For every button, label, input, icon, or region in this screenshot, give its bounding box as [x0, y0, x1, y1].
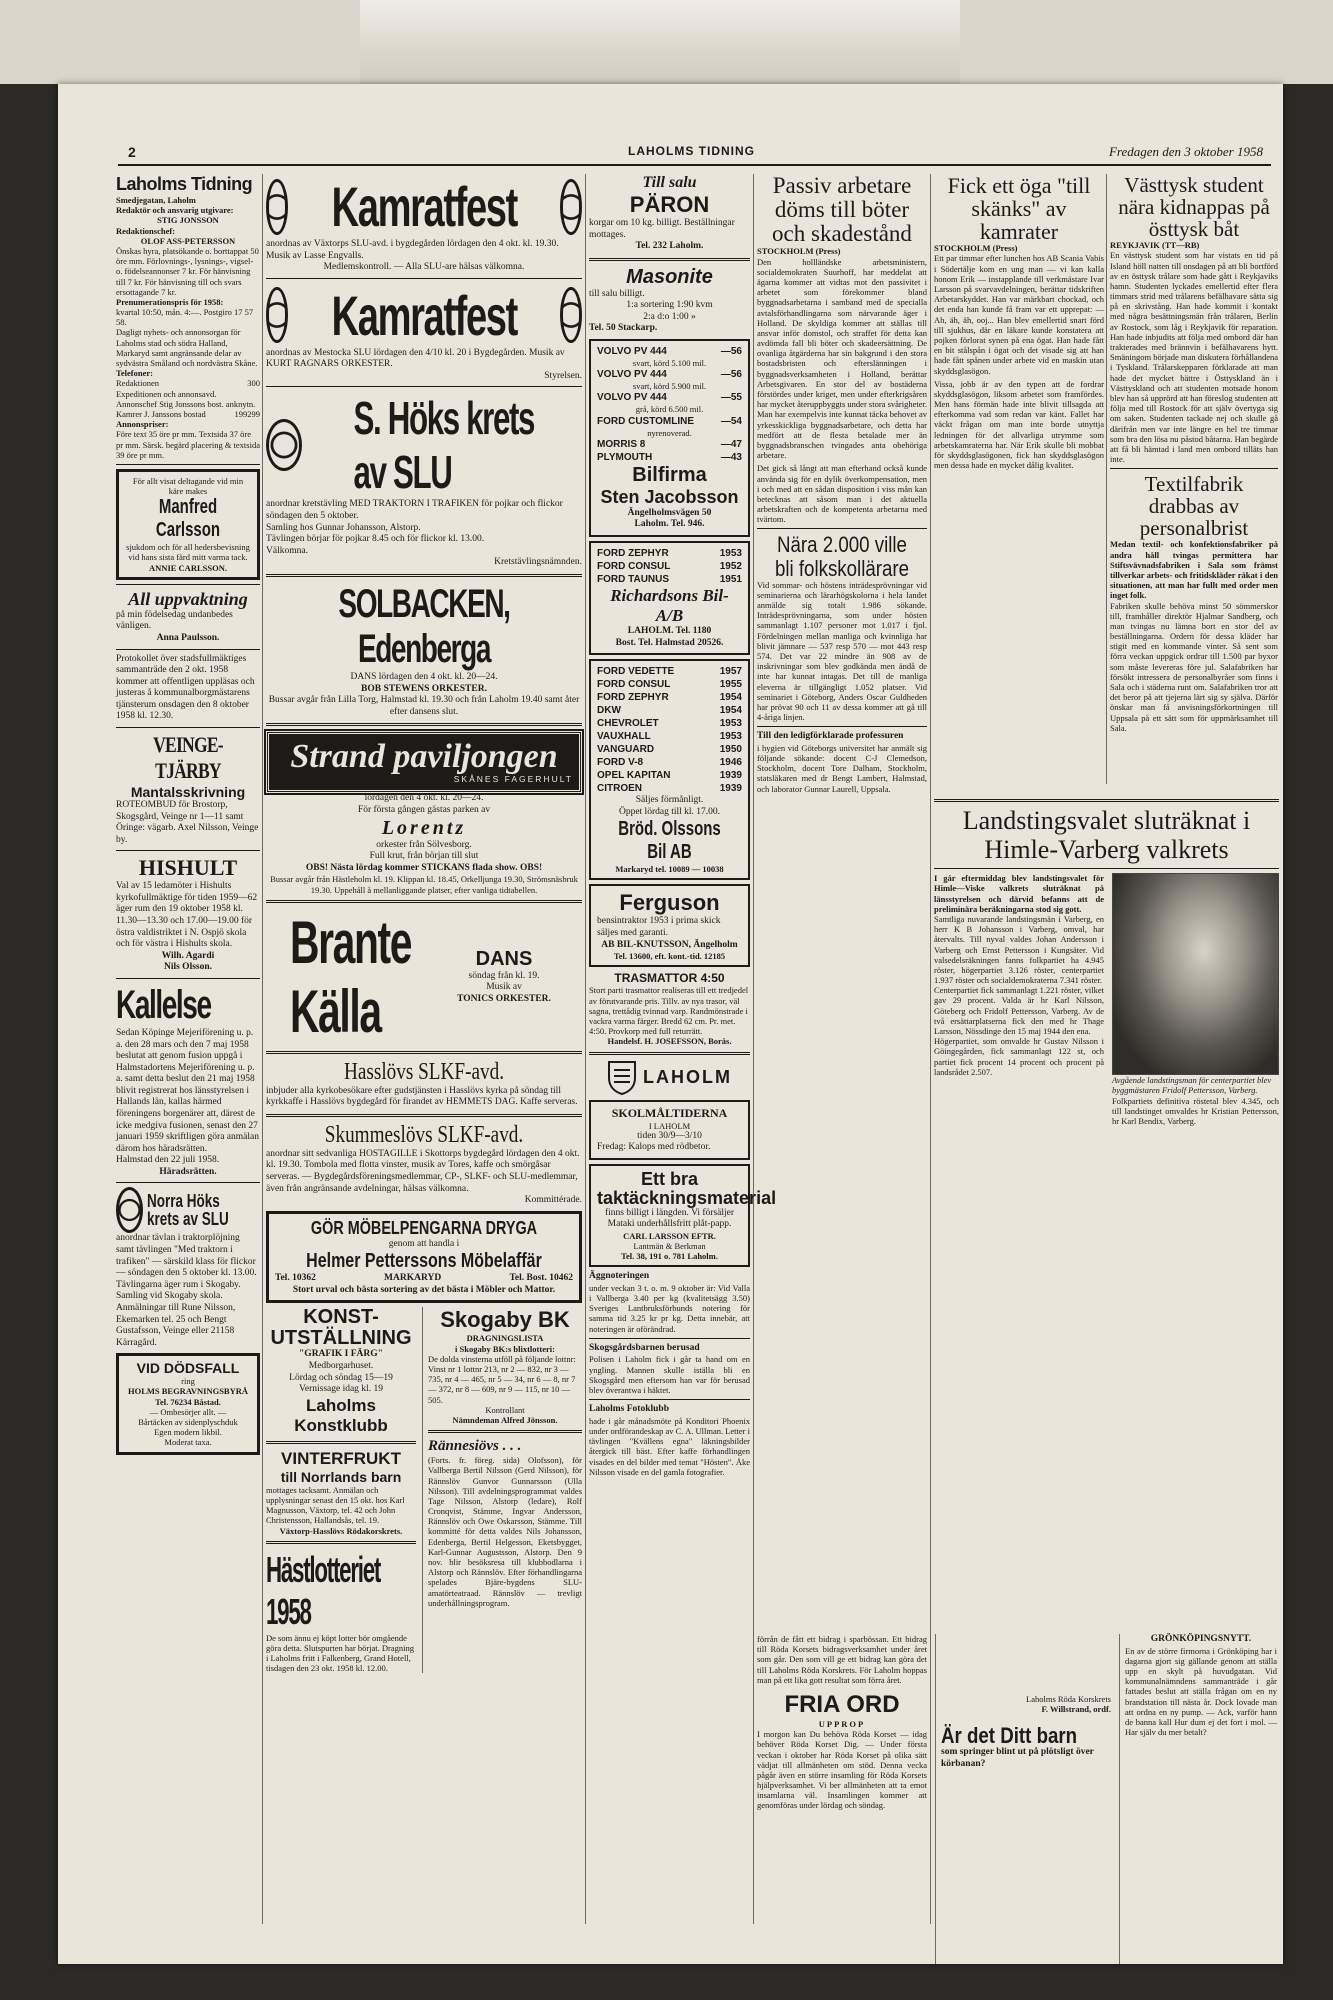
landsting-title: Landstingsvalet sluträknat i Himle-Varberg valkrets: [962, 806, 1251, 864]
skogaby-title: Skogaby BK: [440, 1307, 570, 1333]
vinterfrukt-signature: Växtorp-Hasslövs Rödakorskrets.: [279, 1525, 403, 1536]
column-2: [266, 174, 582, 1944]
konst-ad: [266, 1307, 416, 1435]
laholm-crest-ad: [589, 1060, 750, 1096]
passiv-article: [757, 174, 927, 524]
norra-hoks-ad: [116, 1187, 260, 1349]
landsting-lead: I går eftermiddag blev landstingsvalet för Himle—Viske valkrets sluträknat på länsstyrelsen och därvid befanns att de preliminära beräkningarna stod sig gott.: [934, 873, 1104, 914]
tillsalu-text: korgar om 10 kg. billigt. Beställningar mottages.: [589, 218, 735, 240]
gronkoping-text: En av de större firmorna i Grönköping har i dagarna gjort sig gällande genom att ställa upp en skylt på huvudgatan. Vid kommunalnämndens sammanträde i går fattades beslut att ställa frågan om en ny brandstation till nästa år. Dock lovade man att ordna en ny pump. — Ack, varför hann de banna kall Hur dum ej det fort i mol. — Har själv du mer betalt?: [1125, 1645, 1277, 1738]
hastlotteriet-text: De som ännu ej köpt lotter bör omgående göra detta. Slutspurten har börjat. Dragning i Laholms fritt i Falkenberg, Grand Hotell, tisdagen den 23 okt. 1958 kl. 12.00.: [266, 1632, 415, 1674]
veinge-notice: [116, 732, 260, 846]
dodsfall-l4: Moderat taxa.: [164, 1437, 212, 1448]
norra-text: anordnar tävlan i traktorplöjning samt tävlingen "Med traktorn i trafiken" — särskild klass för flickor — söndagen den 5 oktober kl. 13.00. Tävlingarna äger rum i Skogaby. Samling vid Skogaby skola. Anmälningar till Rune Nilsson, Ekemarken tel. 25 och Bengt Gustafsson, Veinge eller 21158 Kärragård.: [116, 1233, 257, 1348]
ferguson-firm: AB BIL-KNUTSSON, Ängelholm: [601, 939, 738, 950]
obit-intro: För allt visat deltagande vid min käre makes: [132, 475, 244, 497]
skogaby-ctrl: Kontrollant: [485, 1404, 525, 1415]
portrait-caption: Avgående landstingsman för centerpartiet blev byggmästaren Fridolf Pettersson, Varberg.: [1112, 1075, 1272, 1096]
uppvaktning-head: All uppvaktning: [128, 588, 248, 609]
hoks-title: S. Höks krets av SLU: [353, 392, 534, 499]
strand-t2: För första gången gästas parken av: [357, 805, 491, 816]
konst-title: KONST-UTSTÄLLNING: [270, 1306, 412, 1350]
portrait-photo: [1112, 873, 1279, 1075]
hoks-t2: Samling hos Gunnar Johansson, Alstorp.: [266, 522, 421, 533]
hishult-sig2: Nils Olsson.: [163, 962, 213, 973]
hastlotteriet-ad: [266, 1549, 416, 1674]
trasmattor-text: Stort parti trasmattor realiseras till ett tredjedel av förutvarande pris. Tillv. av nya trasor, väl sagna, trettådig tvinnad varp. Randmönstrade i vackra varma färger. Bredd 62 cm. Pr. met. 4:50. Provkorp med full returrätt.: [589, 985, 749, 1037]
brod-t2: Öppet lördag till kl. 17.00.: [618, 806, 721, 817]
kamratfest2-title: Kamratfest: [331, 283, 517, 347]
column-divider: [1106, 174, 1107, 784]
masthead-title: Laholms Tidning: [116, 174, 253, 194]
bilfirma-name: Sten Jacobsson: [600, 486, 739, 507]
kamratfest1-text2: Medlemskontroll. — Alla SLU-are hälsas välkomna.: [323, 262, 525, 273]
brante-kalla-ad: [266, 908, 582, 1046]
agg-head: Äggnoteringen: [589, 1271, 650, 1282]
landsting-text4: Folkpartiets definitiva röstetal blev 4.345, och till landstinget omvaldes hr Kristian Pettersson, hr Karl Bendix, Varberg.: [1112, 1095, 1279, 1126]
dodsfall-l1: — Ombesörjer allt. —: [149, 1406, 227, 1417]
kallelse-place: Halmstad den 22 juli 1958.: [116, 1155, 220, 1166]
vinterfrukt-ad: [266, 1449, 416, 1536]
brante-t3: TONICS ORKESTER.: [457, 993, 551, 1004]
fotoklubb-head: Laholms Fotoklubb: [589, 1404, 669, 1415]
kamratfest2-text: anordnas av Mestocka SLU lördagen den 4/10 kl. 20 i Bygdegården. Musik av KURT RAGNARS ORKESTER.: [266, 347, 565, 370]
tillsalu-item: PÄRON: [629, 192, 710, 217]
rannes-text: (Forts. fr. föreg. sida) Olofsson), för Vallberga Bertil Nilsson (Gerd Nilsson), för Rännslöv Gunvor Gunnarsson (Ulla Nilsson). Till avdelningsprogrammat valdes Tage Nilsson, Alstorp (ledare), Rolf Cronqvist, Stämme, Ingvar Andersson, Rännslöv och Owe Oskarsson, Stämme. Till kommitté för detta valdes Nils Johansson, Edenberga, Bertil Helgesson, Eketsbygget, Karl-Gunnar Augustsson, Alstorp. Den 9 nov. blir besöksresa till klubbodlarna i Alstorp och Rännslöv. Efter förhandlingarna spelades Bjäre-bygdens SLU-amatörteatraad. Rännslöv — trevligt underhållningsprogram.: [428, 1455, 582, 1608]
skanks2-text: förrån de fått ett bidrag i sparbössan. Ett bidrag till Röda Korsets bidragsverksamhet under året som går. Den som vill ge ett bidrag kan göra det till Laholms Röda Korskrets. För Laholm hoppas man på ett lika gott resultat som förra året.: [757, 1634, 927, 1685]
gronkoping-article: [1119, 1634, 1277, 1964]
phone-row: Redaktionen 300: [116, 378, 260, 389]
car-row: PLYMOUTH —43: [597, 451, 742, 463]
ferguson-title: Ferguson: [619, 890, 720, 916]
konst-club: Laholms Konstklubb: [294, 1395, 388, 1435]
brante-t2: Musik av: [486, 982, 522, 993]
hoks-krets-ad: [266, 391, 582, 568]
slu-emblem-icon: [560, 179, 582, 235]
kamratfest2-signature: Styrelsen.: [544, 370, 582, 381]
masthead: [116, 174, 260, 460]
phone-label: Telefoner:: [116, 368, 153, 379]
skogsgard-article: [589, 1343, 750, 1395]
prenum-label: Prenumerationspris för 1958:: [116, 296, 224, 307]
richardson-title: Richardsons Bil-A/B: [610, 585, 729, 625]
skogaby-signature: Nämndeman Alfred Jönsson.: [452, 1414, 558, 1425]
masonite-title: Masonite: [626, 265, 713, 288]
chief-label: Redaktionschef:: [116, 225, 176, 236]
brod-tel: Markaryd tel. 10089 — 10038: [615, 864, 724, 875]
richardson-l2: Bost. Tel. Halmstad 20526.: [615, 637, 724, 648]
hastlotteriet-title: Hästlotteriet 1958: [266, 1548, 381, 1632]
column-divider: [585, 174, 586, 1924]
chief-name: OLOF ASS-PETERSSON: [140, 235, 236, 246]
slu-emblem-icon: [266, 287, 288, 343]
mobel-title: GÖR MÖBELPENGARNA DRYGA: [310, 1217, 538, 1238]
column-divider: [753, 174, 754, 1924]
obit-name: Manfred Carlsson: [155, 496, 221, 542]
ferguson-tel: Tel. 13600, eft. kont.-tid. 12185: [613, 951, 726, 962]
hasslov-title: Hasslövs SLKF-avd.: [343, 1058, 504, 1085]
obit-text: sjukdom och för all hedersbevisning vid hans sista färd mitt varma tack.: [126, 542, 250, 563]
taktack-firm: CARL LARSSON EFTR.: [623, 1230, 716, 1241]
skolmaltider-ad: [589, 1100, 750, 1160]
lower-right-block: [757, 1634, 1277, 1964]
issue-date: Fredagen den 3 oktober 1958: [1108, 144, 1263, 159]
friaord-title: FRIA ORD: [784, 1690, 900, 1718]
masonite-l2: 2:a d:o 1:00 »: [643, 311, 696, 322]
column-divider: [262, 174, 263, 1924]
masthead-address: Smedjegatan, Laholm: [116, 195, 196, 205]
friaord-sig1: Laholms Röda Korskrets: [1026, 1694, 1111, 1704]
taktack-ad: [589, 1164, 777, 1268]
strand-t1: lördagen den 4 okt. kl. 20—24.: [364, 793, 484, 804]
nara-text: Vid sommar- och höstens inträdesprövningar vid seminarierna och lärarhögskolorna i hela landet anmälde sig totalt 1.986 sökande. Inträdesprövningarna, som under hösten sammanlagt 1.107 personer mot 1.017 i fjol. Fördelningen mellan manliga och kvinnliga har blivit jämnare — 537 resp 570 — mot 443 resp 574. Det var 22 mindre än 908 av de inskrivningar som blev godkända men ändå de inte har kunnat intagas. Det till de manliga eleverna är tillgängligt 1.052 platser. Vid seminariet i Göteborg, Anders Oscar Guldheden har prövat 90 och 11 av dessa kommer att gå till 4-åriga linjen.: [757, 579, 927, 723]
gronkoping-head: GRÖNKÖPINGSNYTT.: [1150, 1634, 1252, 1644]
konst-venue: Medborgarhuset.: [308, 1361, 374, 1372]
passiv-place: STOCKHOLM (Press): [757, 246, 841, 257]
trasmattor-firm: Handelsf. H. JOSEFSSON, Borås.: [607, 1036, 732, 1047]
folio: [58, 144, 1283, 166]
nara-title: Nära 2.000 ville bli folkskollärare: [774, 532, 910, 581]
rannes-title: Rännesiövs . . .: [428, 1438, 522, 1455]
newspaper-page: [58, 84, 1283, 1964]
veinge-text: ROTEOMBUD för Brostorp, Skogsgård, Veinge nr 1—11 samt Öringe: vägarb. Axel Nilsson, Veinge by.: [116, 800, 259, 845]
sten-jacobsson-ad: [589, 339, 750, 537]
car-row: FORD CUSTOMLINE —54 nyrenoverad.: [597, 415, 742, 438]
hishult-sig1: Wilh. Agardi: [161, 950, 215, 961]
obit-signature: ANNIE CARLSSON.: [149, 562, 227, 573]
professur-article: [757, 731, 927, 794]
hishult-text: Val av 15 ledamöter i Hishults kyrkofullmäktige för tiden 1959—62 äger rum den 19 oktober 1958 kl. 11.30—13.30 och 17.00—19.00 för östra valdistriktet i N. Ospjö skola och för västra i Hishults skola.: [116, 881, 258, 950]
friaord-continued: [935, 1634, 1111, 1964]
ferguson-text: bensintraktor 1953 i prima skick säljes med garanti.: [597, 916, 721, 939]
solbacken-ad: [266, 582, 582, 718]
friaord-sub: UPPROP: [818, 1718, 866, 1729]
slu-emblem-icon: [116, 1187, 143, 1233]
strandpaviljongen-ad: [266, 731, 582, 894]
norra-title: Norra Höks krets av SLU: [147, 1191, 230, 1230]
solbacken-title: SOLBACKEN, Edenberga: [338, 581, 510, 671]
sub-column-left: [266, 1307, 416, 1673]
column-1: [116, 174, 260, 1944]
car-row: VOLVO PV 444 —55 grå, körd 6.500 mil.: [597, 392, 742, 415]
strand-t4: Full krut, från början till slut: [369, 851, 479, 862]
veinge-sub: Mantalsskrivning: [130, 784, 246, 801]
textilfabrik-title: Textilfabrik drabbas av personalbrist: [1139, 472, 1249, 541]
kallelse-signature: Häradsrätten.: [159, 1166, 217, 1177]
skogaby-sub: DRAGNINGSLISTA: [466, 1333, 544, 1344]
uppvaktning-notice: [116, 589, 260, 645]
solbacken-bus: Bussar avgår från Lilla Torg, Halmstad kl. 19.30 och från Laholm 19.40 samt åter efter dansens slut.: [268, 695, 580, 717]
folio-rule: [118, 164, 1271, 166]
vinterfrukt-title: VINTERFRUKT: [281, 1448, 401, 1468]
column-3: [589, 174, 777, 1944]
skogsgard-head: Skogsgårdsbarnen berusad: [589, 1342, 700, 1353]
phone-row: Kamrer J. Janssons bostad 199: [116, 408, 248, 419]
tillsalu-ad: [589, 174, 750, 253]
vinterfrukt-text: mottages tacksamt. Anmälan och upplysningar senast den 15 okt. hos Karl Magnusson, Växtorp, tel. 42 och John Christensson, Hallandsås, tel. 19.: [266, 1484, 405, 1526]
tillsalu-head: Till salu: [642, 174, 697, 191]
editor-label: Redaktör och ansvarig utgivare:: [116, 205, 234, 216]
kallelse-title: Kallelse: [116, 982, 211, 1027]
kamratfest1-title: Kamratfest: [331, 175, 517, 238]
strand-t3: orkester från Sölvesborg.: [376, 839, 472, 850]
solbacken-orchestra: BOB STEWENS ORKESTER.: [361, 683, 487, 694]
trasmattor-title: TRASMATTOR 4:50: [614, 971, 725, 986]
vasttysk-text: En västtysk student som har vistats en tid på Island höll natten till onsdagen på att bli bortförd av en östtysk trålare som hade gått i Reykjaviks hamn. Studenten lyckades emellertid efter flera timmars strid med trålarens befälhavare sätta sig på en skrivstång. Han hade kommit i kontakt med några besättningsmän från trålaren, Berlin av Rostock, som låg i Reykjavik för reparation. Han hade inbjudits att följa med ombord där han trakterades med brännvin i befälhavarens hytt. Smäningom började man diskutera förhållandena i Tyskland. Trålarskepparen förklarade att man hade det mycket bättre i Östtyskland än i Västtyskland och att studenten motsade honom blev han så upprörd att han föreslog studenten att följa med till Rostock för att själv övertyga sig om saken. Studenten tackade nej och skulle gå därifrån men var inte längre en hel tre timmar som bra den lösa nu påstod båtarna. Han begärde att få bli hämtad i land men ombord tilläts han inte.: [1110, 250, 1278, 465]
hasslov-text: inbjuder alla kyrkobesökare efter gudstjänsten i Hasslövs kyrka på söndag till kyrkkaffe i Hasslövs bygdegård för firandet av HEMMETS DAG. Kaffe serveras.: [266, 1085, 578, 1108]
strand-t5: OBS! Nästa lördag kommer STICKANS flada show. OBS!: [305, 862, 543, 873]
dodsfall-l3: Egen modern likbil.: [154, 1427, 222, 1438]
skummeslov-text: anordnar sitt sedvanliga HOSTAGILLE i Skottorps bygdegård lördagen den 4 okt. kl. 19.30. Tombola med flotta vinster, musik av Tores, kaffe och smörgåsar serveras. — Bygdegårdsföreningsmedlemmar, CP-, SLKF- och SLU-medlemmar, även från angränsande avdelningar, hälsas välkomna.: [266, 1148, 580, 1194]
skummeslov-title: Skummeslövs SLKF-avd.: [324, 1121, 524, 1148]
taktack-tel: Tel. 38, 191 o. 781 Laholm.: [621, 1251, 718, 1262]
prenum-text: kvartal 10:50, mån. 4:—. Postgiro 17 57 58.: [116, 307, 254, 328]
konst-sub: "GRAFIK I FÄRG": [299, 1349, 383, 1360]
ad-prices: Före text 35 öre pr mm. Textsida 37 öre pr mm. Särsk. begärd placering & textsida 39 öre pr mm.: [116, 429, 260, 460]
skolmaltider-dates: tiden 30/9—3/10: [637, 1130, 702, 1141]
strand-band: Lorentz: [381, 816, 467, 839]
hasslov-ad: [266, 1059, 582, 1109]
vasttysk-place: REYKJAVIK (TT—RB): [1110, 240, 1200, 251]
hoks-signature: Kretstävlingsnämnden.: [494, 557, 582, 568]
fotoklubb-text: hade i går månadsmöte på Konditori Phoenix under ordförandeskap av C. A. Ullman. Letter i tävlingen "Kvällens egna" läkningsbilder återgick till bäst. Efter kaffe förhandlingen visades en del bilder med temat "Hösten". Åke Nilsson visade en del gamla fotografier.: [589, 1415, 750, 1477]
nara-article: [757, 533, 927, 722]
ficket-article: [934, 174, 1104, 470]
mobel-sub: genom att handla i: [388, 1238, 460, 1249]
dodsfall-l2: Bårtäcken av sidenplyschduk: [138, 1417, 238, 1427]
landsting-text3: Högerpartiet, som omvalde hr Gustav Nilsson i Göingegården, fick sammanlagt 122 st, och partiet fick procent 14 procent och procent på landsrådet 2.507.: [934, 1036, 1104, 1077]
strand-t6: Bussar avgår från Hästleholm kl. 19. Klippan kl. 18.45, Orkelljunga 19.30, Strömsnäsbruk 19.30. Uppehåll å mellanliggande platser, efter vanliga tidtabellen.: [270, 874, 578, 895]
konst-t2: Vernissage idag kl. 19: [299, 1384, 383, 1395]
solbacken-text: DANS lördagen den 4 okt. kl. 20—24.: [350, 671, 498, 682]
olssons-bil-ad: FORD VEDETTE 1957 FORD CONSUL 1955 FORD ZEPHYR 1954 DKW 1954 CHEVROLET 1953 VAUXHALL 1953 VANGUARD 1950 FORD V-8 1946 OPEL KAPITAN 1939 CITROEN 1939 Säljes förmånligt. Öppet lördag till kl. 17.00. Bröd. Olssons Bil AB Markaryd tel. 10089 — 10038: [589, 659, 750, 880]
bilfirma-title: Bilfirma: [632, 463, 707, 486]
page-number: 2: [128, 144, 136, 160]
textilfabrik-text: Fabriken skulle behöva minst 50 sömmerskor till, framhåller direktör Hjalmar Sandberg, och man tvingas nu lämna bort en stor del av beställningarna. Ordern för dessa kläder har stigit med en kommande vinter. Så sent som förra veckan uppgick ordrar till 1.500 par byxor som måste levereras före jul. Salafabriken har försökt intressera de personalbyråer som finns i Sala och i städerna runt om. Salafabriken tror att det beror på att tjejerna lärt sig sy själva. Därför önskar man få anvisningsförkortningen till Uppsala på ett sätt som för uppmärksamhet till Sala.: [1110, 600, 1278, 733]
ardet-text: som springer blint ut på plötsligt över körbanan?: [941, 1747, 1094, 1770]
volvo-list: [597, 345, 742, 464]
phone-row: Annonschef Stig Jonssons bost. anknytn. 299: [116, 398, 260, 419]
obituary-notice: [116, 469, 260, 580]
editor-name: STIG JONSSON: [157, 215, 219, 226]
phone-row: Expeditionen och annonsavd.: [116, 388, 217, 399]
bilfirma-addr: Ängelholmsvägen 50: [627, 507, 712, 518]
skummeslov-ad: [266, 1122, 582, 1207]
skummeslov-signature: Kommittérade.: [524, 1195, 582, 1206]
kamratfest1-text: anordnas av Växtorps SLU-avd. i bygdegården lördagen den 4 okt. kl. 19.30. Musik av Lasse Engvalls.: [266, 239, 559, 261]
ardet-title: Är det Ditt barn: [941, 1723, 1078, 1749]
aggnoteringen-article: [589, 1271, 750, 1334]
skogaby-text: De dolda vinsterna utföll på följande lottnr: Vinst nr 1 lottnr 213, nr 2 — 832, nr 3 — 735, nr 4 — 465, nr 5 — 34, nr 6 — 8, nr 7 — 372, nr 8 — 609, nr 9 — 115, nr 10 — 505.: [428, 1353, 576, 1405]
landsting-text2: Centerpartiet fick sammanlagt 1.221 röster, vilket gav 29 procent. Valda är hr Karl Nilsson, Göteberg och Fridolf Pettersson, Varberg. Av de två ersättarplatserna fick den med hr Thage Larsson, Nössdinge den 15 maj 1944 den ena.: [934, 985, 1104, 1036]
ficket-title: Fick ett öga "till skänks" av kamrater: [947, 173, 1091, 245]
passiv-text2: Det gick så långt att man efterhand också kunde använda sig för en dylik överkompensation, men i och med att en sådan disposition i viss mån kan betecknas att såsom man i det aktuella arbetskraften och de kompetenta arbetarna med tvärtom.: [757, 463, 927, 525]
richardsons-ad: FORD ZEPHYR 1953 FORD CONSUL 1952 FORD TAUNUS 1951 Richardsons Bil-A/B LAHOLM. Tel. 1180 Bost. Tel. Halmstad 20526.: [589, 541, 750, 655]
hoks-t3: Tävlingen börjar för pojkar 8.45 och för flickor kl. 13.00.: [266, 534, 485, 545]
brante-t1: söndag från kl. 19.: [468, 970, 540, 981]
taktack-title: Ett bra taktäckningsmaterial: [597, 1168, 777, 1208]
skogsgard-text: Polisen i Laholm fick i går ta hand om en yngling. Mannen skulle iställa bli en Skogsgård men eftersom han var för berusad blev överantwa i häktet.: [589, 1354, 750, 1395]
ficket-text2: Vissa, jobb är av den typen att de fordrar skyddsglasögon, liksom arbetet som framfördes. Men hans förmän hade inte blivit tillsagda att efterkomma vad som redan var känt. Fallet har väckt frågan om man inte borde utnyttja ledningen för det allvarliga utrymme som arbetskamraterna har. När Erik skulle bli mobbat för skyddsglasögonen, fick han skyddsglasögon men dessa hade en mycket dålig kvalitet.: [934, 378, 1104, 471]
passiv-text: Den hollländske arbetsministern, socialdemokraten Suurhoff, har meddelat att ägarna kommer att vidtas mot den passivitet i arbetet som förekommer bland byggnadsarbetarna i samband med de specialla avtalsförhandlingarna som närvarande äger i Holland. De skyldiga kommer att ställas till ansvar inför domstol, och straffet för detta kan avdömda fall bli böter och skadeersättning. De ovanliga åtgärderna har sin bakgrund i den stora bostadsbristen och efterslänningen i byggnadsverksamheten i Holland, berättar Arbetsgivaren. En stor del av bostäderna förstördes under kriget, men under efterkrigsåren har mycket återuppbyggts under stora svårigheter. Man har exempelvis inte kunnat täcka behovet av yrkesskickliga byggnadsarbetare, och detta har medfört att de flesta betalade mer än byggnadsbranschen tvingades anta obehöriga arbetare.: [757, 256, 927, 461]
ad-prices-label: Annonspriser:: [116, 419, 169, 430]
hishult-notice: [116, 855, 260, 974]
skanks-continued: [757, 1634, 927, 1964]
masthead-info: Önskas hyra, platsökande o. borttappat 50 öre mm. Förlovnings-, lysnings-, vigsel- o. födelseannonser 7 kr. För hänvisning till 7 kr. För hänvisning till och svars ersottagande 7 kr.: [116, 245, 259, 297]
uppvaktning-text: på min födelsedag undanbedes vänligen.: [116, 609, 233, 632]
taktack-text: finns billigt i längden. Vi försäljer Mataki underhållsfritt plåt-papp.: [604, 1207, 735, 1230]
brod-t1: Säljes förmånligt.: [635, 795, 704, 806]
strand-sub: SKÅNES FAGERHULT: [453, 774, 573, 785]
mobel-text: Stort urval och bästa sortering av det bästa i Möbler och Mattor.: [292, 1284, 556, 1295]
masonite-ad: [589, 266, 750, 335]
hoks-t4: Välkomna.: [266, 545, 308, 556]
uppvaktning-signature: Anna Paulsson.: [156, 632, 220, 643]
landsting-article: [934, 794, 1279, 1434]
protokoll-notice: Protokollet över stadsfullmäktiges sammanträde den 2 okt. 1958 kommer att offentligen uppläsas och justeras å kommunalborgmästarens tjänsterum onsdagen den 8 oktober 1958 kl. 12.30.: [116, 653, 255, 722]
brod-title: Bröd. Olssons Bil AB: [618, 818, 721, 864]
richardson-l1: LAHOLM. Tel. 1180: [627, 625, 712, 636]
skogaby-sub2: i Skogaby BK:s blixtlotteri:: [455, 1343, 555, 1354]
paper-name: LAHOLMS TIDNING: [628, 144, 755, 158]
textilfabrik-lead: Medan textil- och konfektionsfabriker på andra håll tvingas permittera har Stiftsvävnadsfabriken i Sala som främst tillverkar arbets- och fritidskläder råkat i den situationen, att man har fullt med order men inget folk.: [1110, 539, 1278, 601]
vinterfrukt-sub: till Norrlands barn: [280, 1468, 402, 1485]
skogaby-ad: [428, 1307, 582, 1425]
car-row: VOLVO PV 444 —56 svart, körd 5.900 mil.: [597, 369, 742, 392]
landsting-text: Samtliga nuvarande landstingsmän i Varberg, en herr K B Johansson i Varberg, omval, har återvalts. Till nyval valdes Johan Andersson i Varberg och Ernst Pettersson i Kungsäter. Vid valsedelsräkningen fanns folkpartiet ha 4.945 röster, högerpartiet 3.126 röster, centerpartiet 1.937 röster och socialdemokraterna 7.341 röster.: [934, 913, 1104, 986]
hoks-text: anordnar kretstävling MED TRAKTORN I TRAFIKEN för pojkar och flickor söndagen den 5 oktober.: [266, 499, 563, 522]
mobel-name: Helmer Petterssons Möbelaffär: [306, 1250, 542, 1273]
dodsfall-tel: Tel. 76234 Båstad.: [155, 1396, 221, 1407]
professur-head: Till den ledigförklarade professuren: [757, 731, 904, 742]
passiv-title: Passiv arbetare döms till böter och skadestånd: [772, 173, 912, 247]
tillsalu-tel: Tel. 232 Laholm.: [635, 241, 704, 252]
hishult-title: HISHULT: [138, 855, 238, 881]
dodsfall-firm: HOLMS BEGRAVNINGSBYRÅ: [127, 1386, 249, 1397]
laholm-crest-icon: [607, 1060, 637, 1096]
brante-dans: DANS: [475, 947, 533, 970]
agg-text: under veckan 3 t. o. m. 9 oktober är: Vid Valla i Vallberga 3.40 per kg (kvalitetsägg 3.50) Sveriges Lantbruksförbunds notering för samma tid 3.25 kr pr kg. Detta innebär, att noteringen är oförändrad.: [589, 1282, 750, 1334]
kamratfest-ad-1: [266, 174, 582, 274]
ficket-text: Ett par timmar efter lunchen hos AB Scania Vabis i Södertälje kom en ung man — vi kan kalla honom Erik — instapplande till verkmästare Ivar Larsson på svarvavdelningen, berättar tidskriften Arbetarskyddet. Han var märkbart chockad, och det enda han kunde få fram var ett upprepat: — Ah, äh, äh, ooj... Han blev emellertid snart förd till sjukhus, där en läkare kunde konstatera att pojken förlorat synen på ena ögat. Han hade fått en bit stålspån i ögat och det visade sig att han hade fått spånen under arbete vid en maskin utan skyddsglasögon.: [934, 253, 1104, 376]
rannesiovs-article: [428, 1438, 582, 1608]
dodsfall-ad: [116, 1353, 260, 1454]
taktack-firm2: Lantmän & Berkman: [633, 1240, 706, 1251]
kallelse-text: Sedan Köpinge Mejeriförening u. p. a. den 28 mars och den 7 maj 1958 beslutat att genom fusion uppgå i Halmstadortens Mejeriförening u. p. a. samt detta beslut den 21 maj 1958 blivit registrerat hos länsstyrelsen i Hallands län, kallas härmed föreningens borgenärer att, därest de icke medgiva fusionen, senast den 27 januari 1959 skriftligen göra anmälan därom hos häradsrätten.: [116, 1027, 259, 1154]
car-row: VOLVO PV 444 —56 svart, körd 5.100 mil.: [597, 346, 742, 369]
fotoklubb-article: [589, 1404, 750, 1477]
masonite-text: till salu billigt.: [589, 288, 645, 299]
strand-title: Strand paviljongen: [290, 738, 558, 776]
professur-text: i hygien vid Göteborgs universitet har anmält sig följande sökande: docent C-J Clemedson, Stockholm, docent Tore Dalham, Stockholm, statsläkaren med dr Bengt Lambert, Halmstad, och laborator Gunnar Laurell, Uppsala.: [757, 742, 927, 794]
vasttysk-article: [1110, 174, 1278, 464]
friaord-sig2: F. Willstrand, ordf.: [1041, 1704, 1111, 1715]
kallelse-notice: [116, 983, 260, 1179]
masonite-tel: Tel. 50 Stackarp.: [589, 323, 658, 334]
skolmaltider-sub: I LAHOLM: [648, 1120, 691, 1131]
top-strip: [0, 0, 1333, 84]
bilfirma-tel: Laholm. Tel. 946.: [634, 519, 705, 530]
sub-column-right: [422, 1307, 582, 1673]
paper-fold: [360, 0, 960, 84]
column-5: [934, 174, 1104, 784]
slu-emblem-icon: [266, 419, 302, 471]
skolmaltider-text: Fredag: Kalops med rödbetor.: [597, 1142, 711, 1153]
column-6: [1110, 174, 1278, 784]
skolmaltider-title: SKOLMÅLTIDERNA: [611, 1105, 728, 1120]
ferguson-ad: [589, 884, 750, 967]
laholm-crest-title: LAHOLM: [643, 1067, 732, 1087]
dodsfall-title: VID DÖDSFALL: [136, 1360, 240, 1377]
dodsfall-sub: ring: [181, 1376, 195, 1387]
konst-t1: Lördag och söndag 15—19: [289, 1372, 393, 1383]
slu-emblem-icon: [560, 287, 582, 343]
trasmattor-ad: [589, 971, 750, 1046]
car-row: MORRIS 8 —47: [597, 438, 742, 450]
distribution-text: Dagligt nyhets- och annonsorgan för Laholms stad och södra Halland, Markaryd samt angränsande delar av sydvästra Småland och nordvästra Skåne.: [116, 327, 258, 368]
friaord-text: I morgon kan Du behöva Röda Korset — idag behöver Röda Korset Dig. — Under första veckan i oktober har Röda Korset på olika sätt vädjat till allmänheten om stöd. Denna vecka pågår även en större insamling för Röda Korsets hjälpverksamhet. Vi ber allmänheten att ta emot insamlarna väl. Insamlingen kommer att genomföras under lördag och söndag.: [757, 1729, 927, 1811]
masonite-l1: 1:a sortering 1:90 kvm: [626, 300, 713, 311]
slu-emblem-icon: [266, 179, 288, 235]
brante-title: Brante Källa: [290, 908, 412, 1045]
kamratfest-ad-2: [266, 283, 582, 383]
veinge-title: VEINGE-TJÄRBY: [153, 732, 223, 784]
vasttysk-title: Västtysk student nära kidnappas på östtysk båt: [1118, 173, 1270, 242]
mobel-ad: GÖR MÖBELPENGARNA DRYGA genom att handla i Helmer Petterssons Möbelaffär Tel. 10362 MARKARYD Tel. Bost. 10462 Stort urval och bästa sortering av det bästa i Möbler och Mattor.: [266, 1211, 582, 1304]
ficket-place: STOCKHOLM (Press): [934, 243, 1018, 254]
textilfabrik-article: [1110, 473, 1278, 733]
